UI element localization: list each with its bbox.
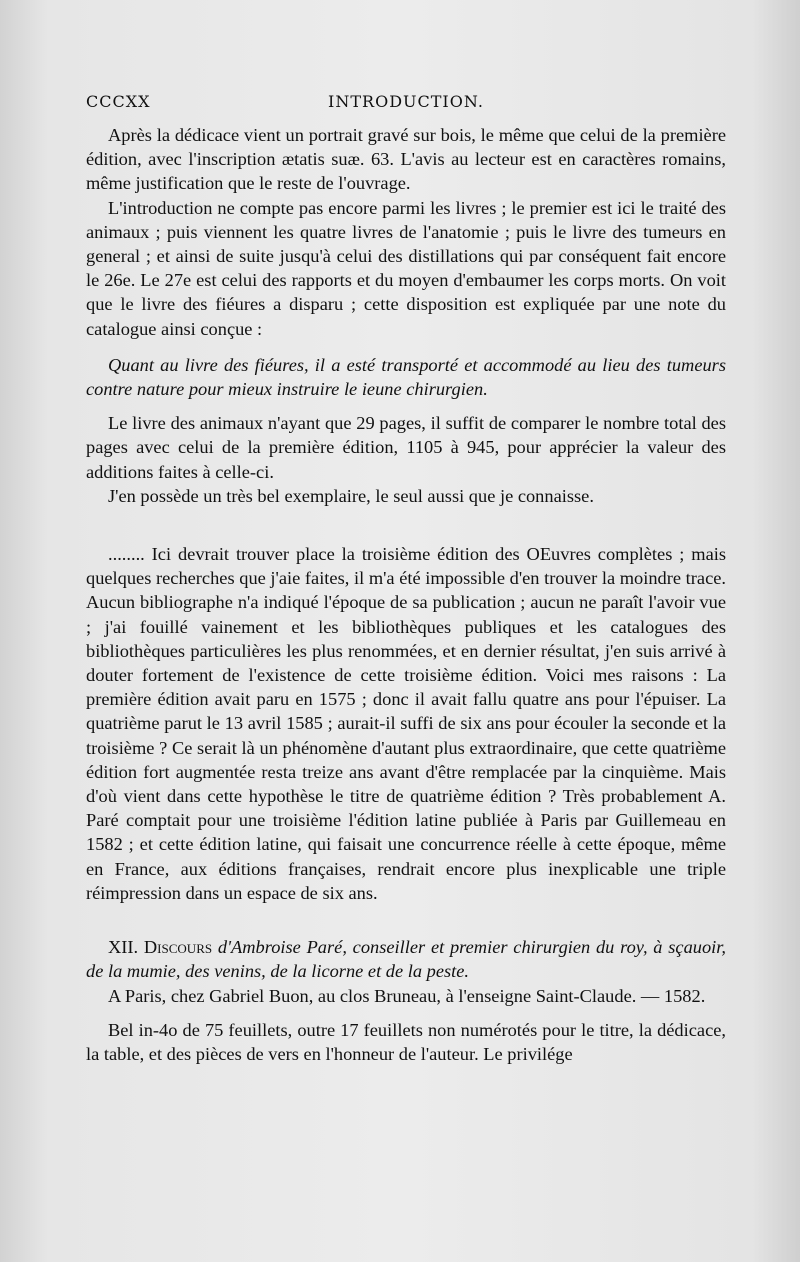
paragraph-book-order: L'introduction ne compte pas encore parmi les livres ; le premier est ici le traité des animaux ; puis viennent les quatre livres de l'anatomie ; puis le livre des tumeurs en general ; et ainsi de suite jusqu'à celui des distillations qui par conséquent fait encore le 26e. Le 27e est celui des rapports et du moyen d'embaumer les corps morts. On voit que le livre des fiéures a disparu ; cette disposition est expliquée par une note du catalogue ainsi conçue :: [86, 197, 726, 339]
section-title: d'Ambroise Paré, conseiller et premier chirurgien du roy, à sçauoir, de la mumie, des venins, de la licorne et de la peste.: [86, 937, 726, 982]
section-xii-heading: [86, 935, 726, 983]
running-title: INTRODUCTION.: [328, 92, 484, 111]
paragraph-portrait: Après la dédicace vient un portrait gravé sur bois, le même que celui de la première édition, avec l'inscription ætatis suæ. 63. L'avis au lecteur est en caractères romains, même justification que le reste de l'ouvrage.: [86, 125, 726, 194]
paragraph-third-edition: ........ Ici devrait trouver place la troisième édition des OEuvres complètes ; mais quelques recherches que j'aie faites, il m'a été impossible d'en trouver la moindre trace. Aucun bibliographe n'a indiqué l'époque de sa publication ; aucun ne paraît l'avoir vue ; j'ai fouillé vainement et les bibliothèques publiques et les catalogues des bibliothèques particulières les plus renommées, et en dernier résultat, j'en suis arrivé à douter fortement de l'existence de cette troisième édition. Voici mes raisons : La première édition avait paru en 1575 ; donc il avait fallu quatre ans pour l'épuiser. La quatrième parut le 13 avril 1585 ; aurait-il suffi de six ans pour écouler la seconde et la troisième ? Ce serait là un phénomène d'autant plus extraordinaire, que cette quatrième édition fort augmentée resta treize ans avant d'être remplacée par la cinquième. Mais d'où vient dans cette hypothèse le titre de quatrième édition ? Très probablement A. Paré comptait pour une troisième l'édition latine publiée à Paris par Guillemeau en 1582 ; et cette édition latine, qui faisait une concurrence réelle à cette époque, même en France, aux éditions françaises, rendrait encore plus inexplicable une triple réimpression dans un espace de six ans.: [86, 544, 726, 903]
page-header: [86, 92, 726, 116]
paragraph-exemplaire: J'en possède un très bel exemplaire, le seul aussi que je connaisse.: [108, 485, 594, 506]
paragraph-animaux: Le livre des animaux n'ayant que 29 pages, il suffit de comparer le nombre total des pages avec celui de la première édition, 1105 à 945, pour apprécier la valeur des additions faites à celle-ci.: [86, 413, 726, 482]
text-body: [86, 123, 726, 1066]
paragraph-imprint: A Paris, chez Gabriel Buon, au clos Bruneau, à l'enseigne Saint-Claude. — 1582.: [108, 985, 706, 1006]
page-number: CCCXX: [86, 92, 151, 111]
section-number: XII.: [108, 937, 139, 958]
catalogue-quote: Quant au livre des fiéures, il a esté transporté et accommodé au lieu des tumeurs contre nature pour mieux instruire le ieune chirurgien.: [86, 354, 726, 400]
section-discours: Discours: [143, 937, 213, 958]
paragraph-description: Bel in-4o de 75 feuillets, outre 17 feuillets non numérotés pour le titre, la dédicace, la table, et des pièces de vers en l'honneur de l'auteur. Le privilége: [86, 1019, 726, 1064]
